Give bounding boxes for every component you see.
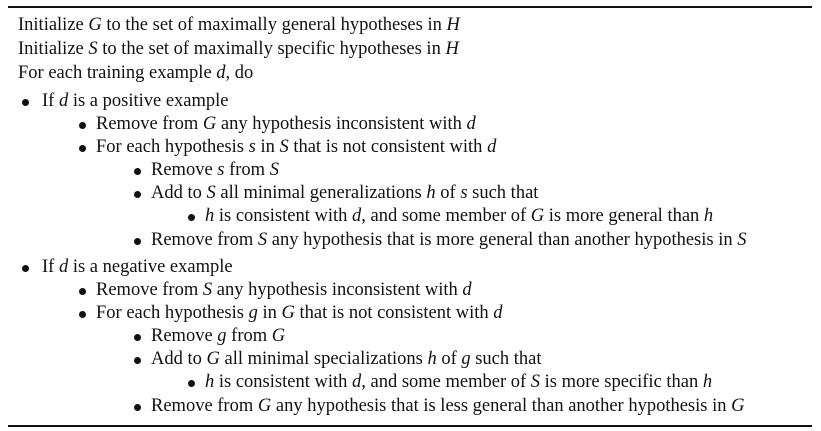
bullet-icon xyxy=(134,168,141,175)
bullet-icon xyxy=(79,122,86,129)
positive-remove-general: Remove from S any hypothesis that is more general than another hypothesis in S xyxy=(151,230,747,250)
bullet-icon xyxy=(134,238,141,245)
positive-for-each-s: For each hypothesis s in S that is not consistent with d xyxy=(96,137,497,157)
negative-condition: h is consistent with d, and some member of S is more specific than h xyxy=(205,372,713,392)
negative-for-each-g: For each hypothesis g in G that is not consistent with d xyxy=(96,303,503,323)
bullet-icon xyxy=(134,357,141,364)
init-s-line: Initialize S to the set of maximally specific hypotheses in H xyxy=(18,39,459,59)
positive-condition: h is consistent with d, and some member of G is more general than h xyxy=(205,206,714,226)
bottom-rule xyxy=(8,425,812,427)
bullet-icon xyxy=(79,311,86,318)
positive-header: If d is a positive example xyxy=(42,91,229,111)
bullet-icon xyxy=(22,265,29,272)
negative-header: If d is a negative example xyxy=(42,257,233,277)
negative-remove-from-s: Remove from S any hypothesis inconsistent with d xyxy=(96,280,472,300)
bullet-icon xyxy=(79,145,86,152)
positive-remove-from-g: Remove from G any hypothesis inconsistent with d xyxy=(96,114,476,134)
bullet-icon xyxy=(79,288,86,295)
bullet-icon xyxy=(134,191,141,198)
negative-remove-g: Remove g from G xyxy=(151,326,286,346)
top-rule xyxy=(8,6,812,8)
bullet-icon xyxy=(134,404,141,411)
positive-add-to-s: Add to S all minimal generalizations h of s such that xyxy=(151,183,539,203)
bullet-icon xyxy=(22,99,29,106)
bullet-icon xyxy=(134,334,141,341)
bullet-icon xyxy=(188,380,195,387)
negative-remove-less-general: Remove from G any hypothesis that is less general than another hypothesis in G xyxy=(151,396,745,416)
negative-add-to-g: Add to G all minimal specializations h of g such that xyxy=(151,349,542,369)
for-each-line: For each training example d, do xyxy=(18,63,254,83)
positive-remove-s: Remove s from S xyxy=(151,160,279,180)
init-g-line: Initialize G to the set of maximally general hypotheses in H xyxy=(18,15,460,35)
bullet-icon xyxy=(188,214,195,221)
